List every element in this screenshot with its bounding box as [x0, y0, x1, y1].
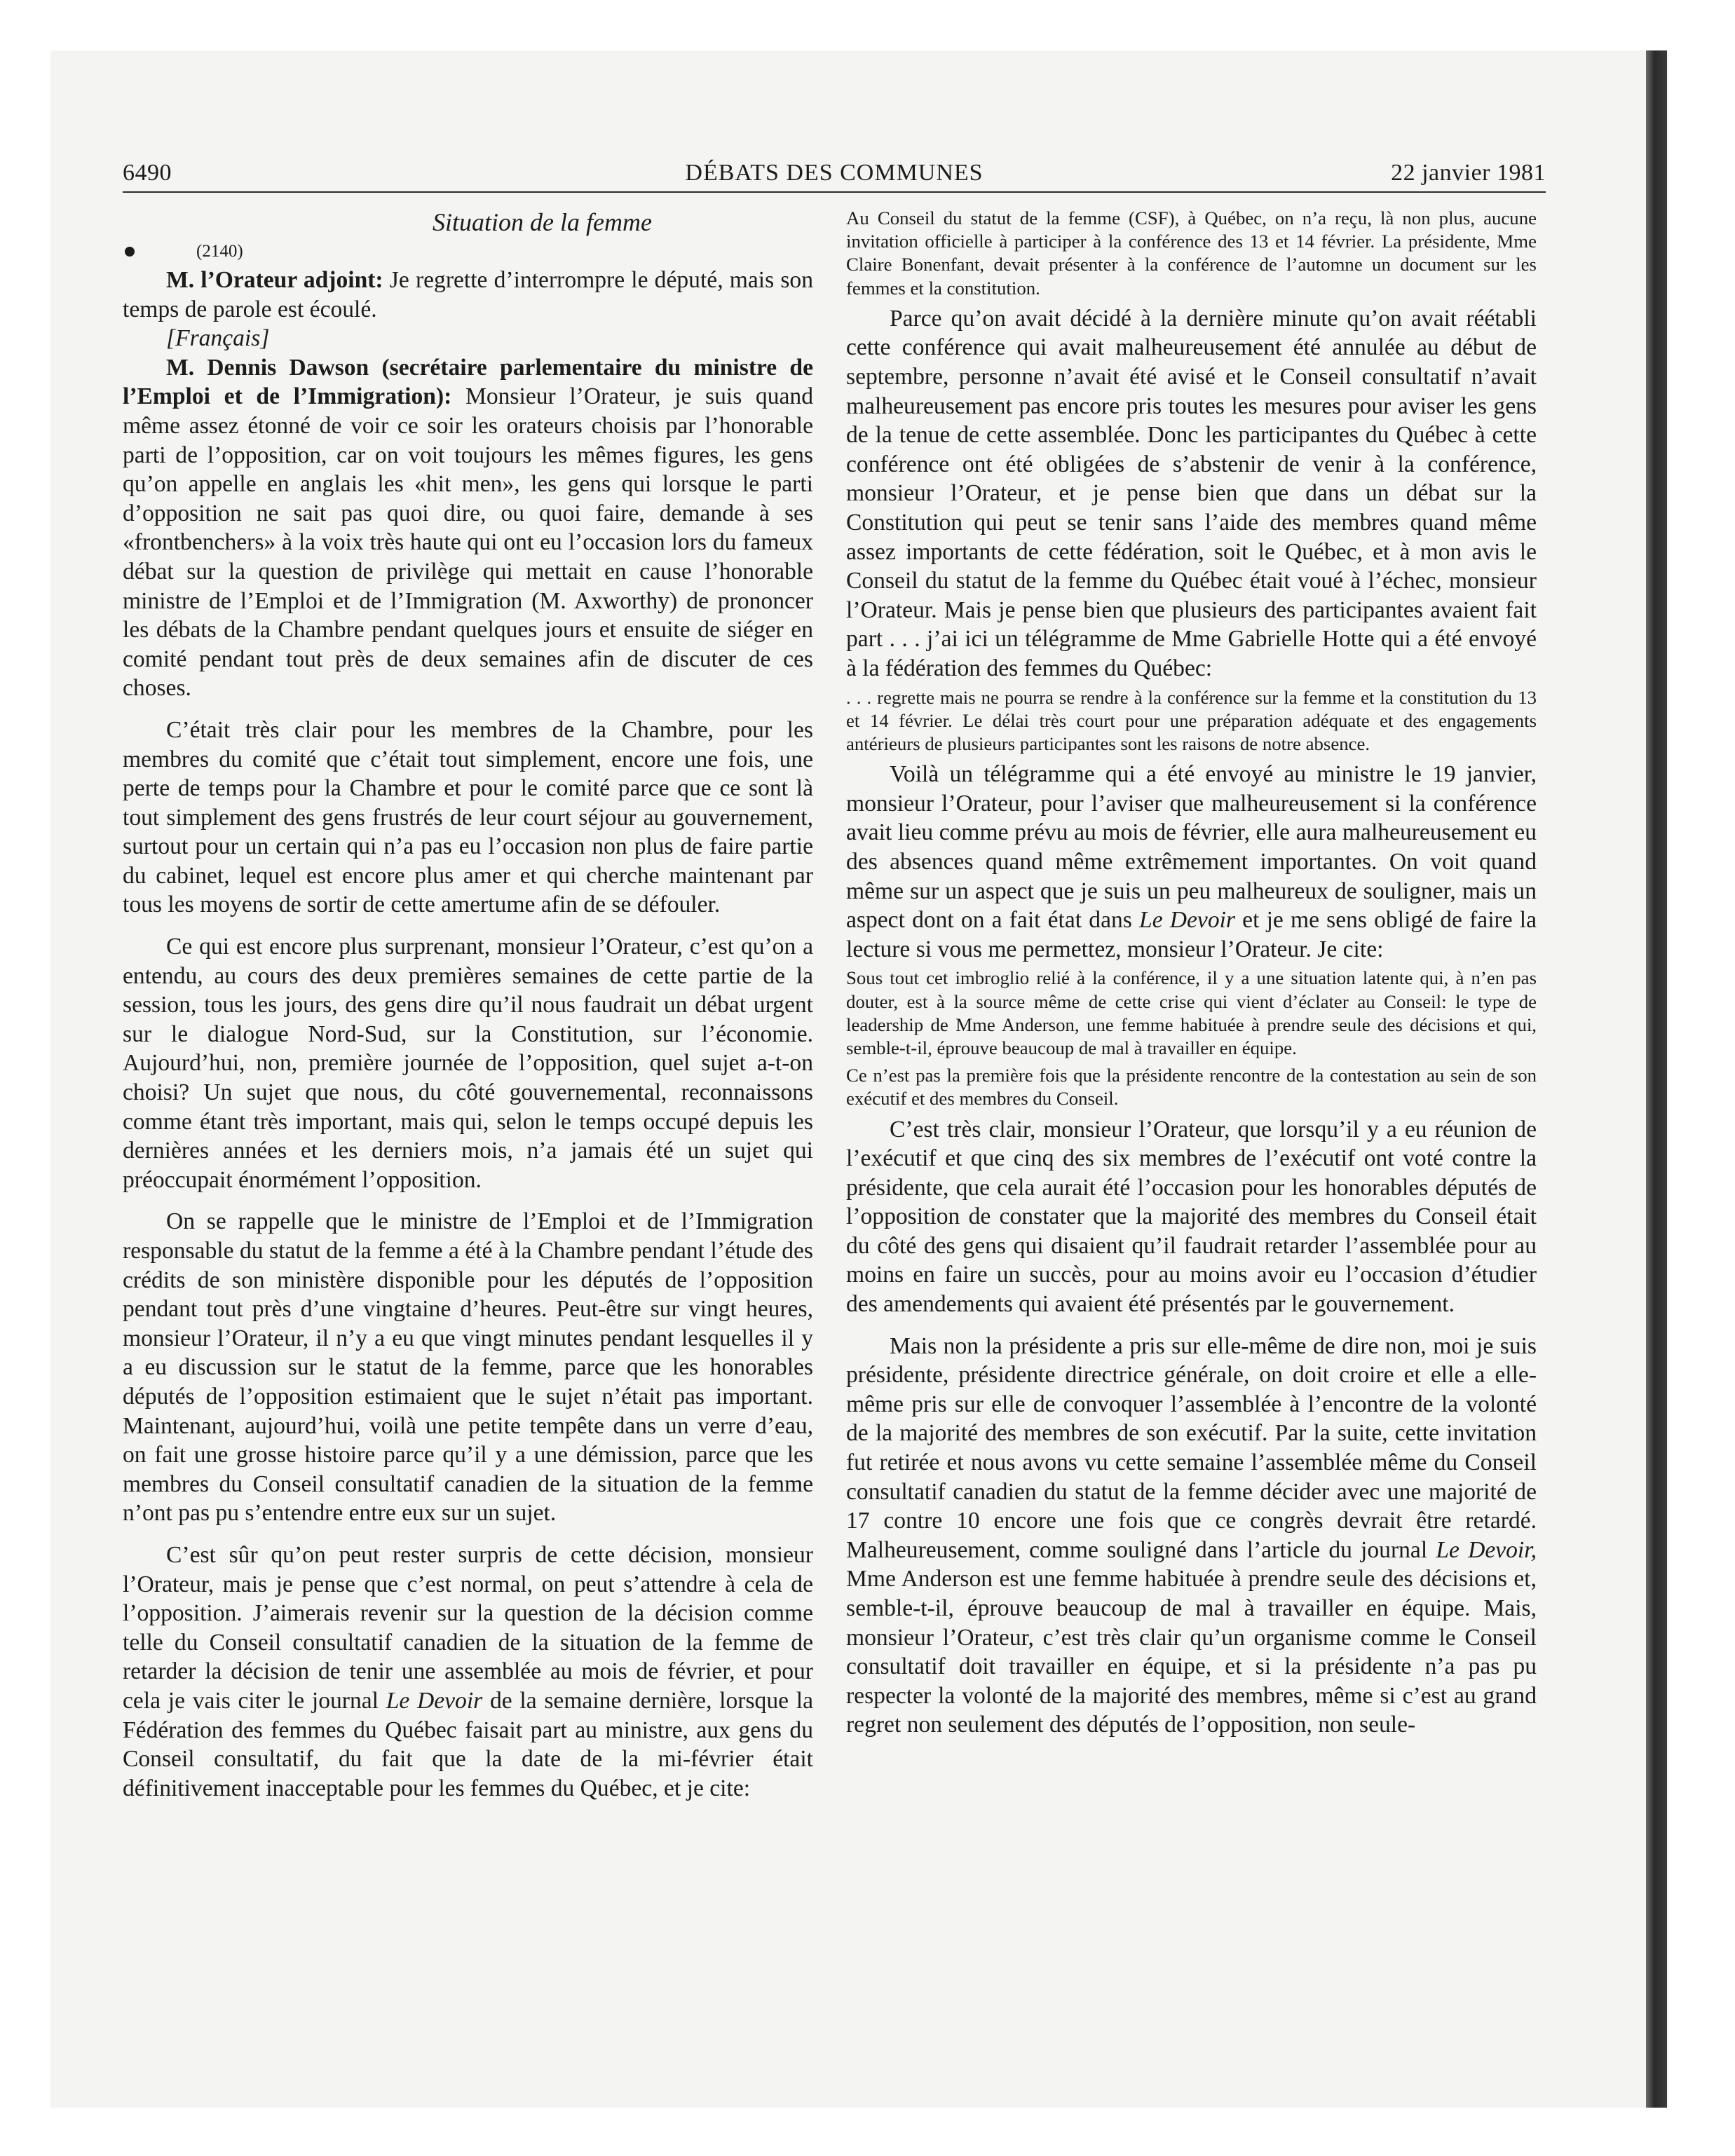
publication-title: DÉBATS DES COMMUNES [685, 160, 984, 186]
paragraph: Ce qui est encore plus surprenant, monsieur l’Orateur, c’est qu’on a entendu, au cours des deux premières semaines de cette partie de la session, tous les jours, des gens dire qu’il nous faudrait un débat urgent sur le dialogue Nord-Sud, sur la Constitution, sur l’économie. Aujourd’hui, non, première journée de l’opposition, quel sujet a-t-on choisi? Un sujet que nous, du côté gouvernemental, reconnaissons comme étant très important, mais qui, selon le temps occupé depuis les dernières années et les derniers mois, n’a jamais été un sujet qui préoccupait énormément l’opposition. [123, 934, 813, 1193]
block-quote: . . . regrette mais ne pourra se rendre à la conférence sur la femme et la constitution du 13 et 14 février. Le délai très court pour une préparation adéquate et des engagements antérieurs de plusieurs participantes sont les raisons de notre absence. [846, 686, 1537, 754]
running-header [123, 160, 1546, 192]
paragraph [123, 353, 813, 703]
speech-text: Monsieur l’Orateur, je suis quand même assez étonné de voir ce soir les orateurs choisis par l’honorable parti de l’opposition, car on voit toujours les mêmes figures, les gens qu’on appelle en anglais les «hit men», les gens qui lorsque le parti d’opposition ne sait pas quoi dire, ou quoi faire, demande à ses «frontbenchers» à la voix très haute qui ont eu l’occasion lors du fameux débat sur la question de privilège qui mettait en cause l’honorable ministre de l’Emploi et de l’Immigration (M. Axworthy) de prononcer les débats de la Chambre pendant quelques jours et ensuite de siéger en comité pendant tout près de deux semaines afin de discuter de ces choses. [123, 383, 813, 702]
right-column [846, 207, 1537, 1740]
newspaper-title: Le Devoir [386, 1687, 483, 1714]
time-mark [123, 238, 813, 266]
block-quote: Ce n’est pas la première fois que la présidente rencontre de la contestation au sein de son exécutif et des membres du Conseil. [846, 1065, 1537, 1110]
paragraph: C’est sûr qu’on peut rester surpris de cette décision, monsieur l’Orateur, mais je pense que c’est normal, on peut s’attendre à cela de l’opposition. J’aimerais revenir sur la question de la décision comme telle du Conseil consultatif canadien de la situation de la femme de retarder la décision de tenir une assemblée au mois de février, et pour cela je vais citer le journal Le Devoir de la semaine dernière, lorsque la Fédération des femmes du Québec faisait part au ministre, aux gens du Conseil consultatif, du fait que la date de la mi-février était définitivement inacceptable pour les femmes du Québec, et je cite: [123, 1541, 813, 1801]
block-quote: Sous tout cet imbroglio relié à la conférence, il y a une situation latente qui, à n’en pas douter, est à la source même de cette crise qui vient d’éclater au Conseil: le type de leadership de Mme Anderson, une femme habituée à prendre seule des décisions et qui, semble-t-il, éprouve beaucoup de mal à travailler en équipe. [846, 967, 1537, 1058]
paragraph: C’est très clair, monsieur l’Orateur, que lorsqu’il y a eu réunion de l’exécutif et que cinq des six membres de l’exécutif ont voté contre la présidente, que cela aurait été l’occasion pour les honorables députés de l’opposition de constater que la majorité des membres du Conseil était du côté des gens qui disaient qu’il faudrait retarder l’assemblée pour au moins en faire un succès, pour au moins avoir eu l’occasion d’étudier des amendements qui avaient été présentés par le gouvernement. [846, 1116, 1537, 1318]
time-mark-text: (2140) [196, 242, 243, 261]
header-date: 22 janvier 1981 [1391, 160, 1546, 186]
section-title: Situation de la femme [433, 208, 652, 236]
speaker-name: M. Dennis Dawson (secrétaire parlementaire du ministre de l’Emploi et de l’Immigration): [123, 354, 813, 410]
speech-text: Je regrette d’interrompre le député, mais son temps de parole est écoulé. [123, 267, 813, 322]
speaker-name: M. l’Orateur adjoint: [166, 267, 383, 293]
paragraph [123, 266, 813, 324]
scan-edge-shadow [1646, 50, 1667, 2108]
paragraph: Voilà un télégramme qui a été envoyé au ministre le 19 janvier, monsieur l’Orateur, pour l’aviser que malheureusement si la conférence avait lieu comme prévu au mois de février, elle aura malheureusement eu des absences quand même extrêmement importantes. On voit quand même sur un aspect que je suis un peu malheureux de souligner, mais un aspect dont on a fait état dans Le Devoir et je me sens obligé de faire la lecture si vous me permettez, monsieur l’Orateur. Je cite: [846, 761, 1537, 962]
language-tag: [Français] [166, 325, 270, 352]
paragraph: Mais non la présidente a pris sur elle-même de dire non, moi je suis présidente, présidente directrice générale, on doit croire et elle a elle-même pris sur elle de convoquer l’assemblée à l’encontre de la volonté de la majorité des membres de son exécutif. Par la suite, cette invitation fut retirée et nous avons vu cette semaine l’assemblée même du Conseil consultatif canadien du statut de la femme décider avec une majorité de 17 contre 10 encore une fois que ce congrès devrait être retardé. Malheureusement, comme souligné dans l’article du journal Le Devoir, Mme Anderson est une femme habituée à prendre seule des décisions et, semble-t-il, éprouve beaucoup de mal à travailler en équipe. Mais, monsieur l’Orateur, c’est très clair qu’un organisme comme le Conseil consultatif doit travailler en équipe, et si la présidente n’a pas pu respecter la volonté de la majorité des membres, même si c’est au grand regret non seulement des députés de l’opposition, non seule- [846, 1332, 1537, 1738]
paragraph: C’était très clair pour les membres de la Chambre, pour les membres du comité que c’était tout simplement, encore une fois, une perte de temps pour la Chambre et pour le comité parce que ce sont là tout simplement des gens frustrés de leur court séjour au gouvernement, surtout pour un certain qui n’a pas eu l’occasion non plus de faire partie du cabinet, lequel est encore plus amer et qui cherche maintenant par tous les moyens de sortir de cette amertume afin de se défouler. [123, 716, 813, 918]
bullet-icon [125, 247, 135, 257]
paragraph: Parce qu’on avait décidé à la dernière minute qu’on avait réétabli cette conférence qui avait malheureusement été annulée au début de septembre, personne n’avait été avisé et le Conseil consultatif n’avait malheureusement pas encore pris toutes les mesures pour aviser les gens de la tenue de cette assemblée. Donc les participantes du Québec à cette conférence ont été obligées de s’abstenir de venir à la conférence, monsieur l’Orateur, et je pense bien que dans un débat sur la Constitution qui peut se tenir sans l’aide des membres quand même assez importants de cette fédération, soit le Québec, et à mon avis le Conseil du statut de la femme du Québec était voué à l’échec, monsieur l’Orateur. Mais je pense bien que plusieurs des participantes avaient fait part . . . j’ai ici un télégramme de Mme Gabrielle Hotte qui a été envoyé à la fédération des femmes du Québec: [846, 305, 1537, 681]
left-column [123, 207, 813, 1803]
paragraph: On se rappelle que le ministre de l’Emploi et de l’Immigration responsable du statut de la femme a été à la Chambre pendant l’étude des crédits de son ministère disponible pour les députés de l’opposition pendant tout près d’une vingtaine d’heures. Peut-être sur vingt heures, monsieur l’Orateur, il n’y a eu que vingt minutes pendant lesquelles il y a eu discussion sur le statut de la femme, parce que les honorables députés de l’opposition estimaient que le sujet n’était pas important. Maintenant, aujourd’hui, voilà une petite tempête dans un verre d’eau, on fait une grosse histoire parce qu’il y a une démission, parce que les membres du Conseil consultatif canadien de la situation de la femme n’ont pas pu s’entendre entre eux sur un sujet. [123, 1208, 813, 1527]
newspaper-title: Le Devoir [1139, 907, 1236, 934]
newspaper-title: Le Devoir, [1436, 1536, 1537, 1563]
page-number: 6490 [123, 160, 172, 186]
header-rule [123, 191, 1546, 193]
block-quote: Au Conseil du statut de la femme (CSF), à Québec, on n’a reçu, là non plus, aucune invitation officielle à participer à la conférence des 13 et 14 février. La présidente, Mme Claire Bonenfant, devait présenter à la conférence de l’automne un document sur les femmes et la constitution. [846, 207, 1537, 299]
